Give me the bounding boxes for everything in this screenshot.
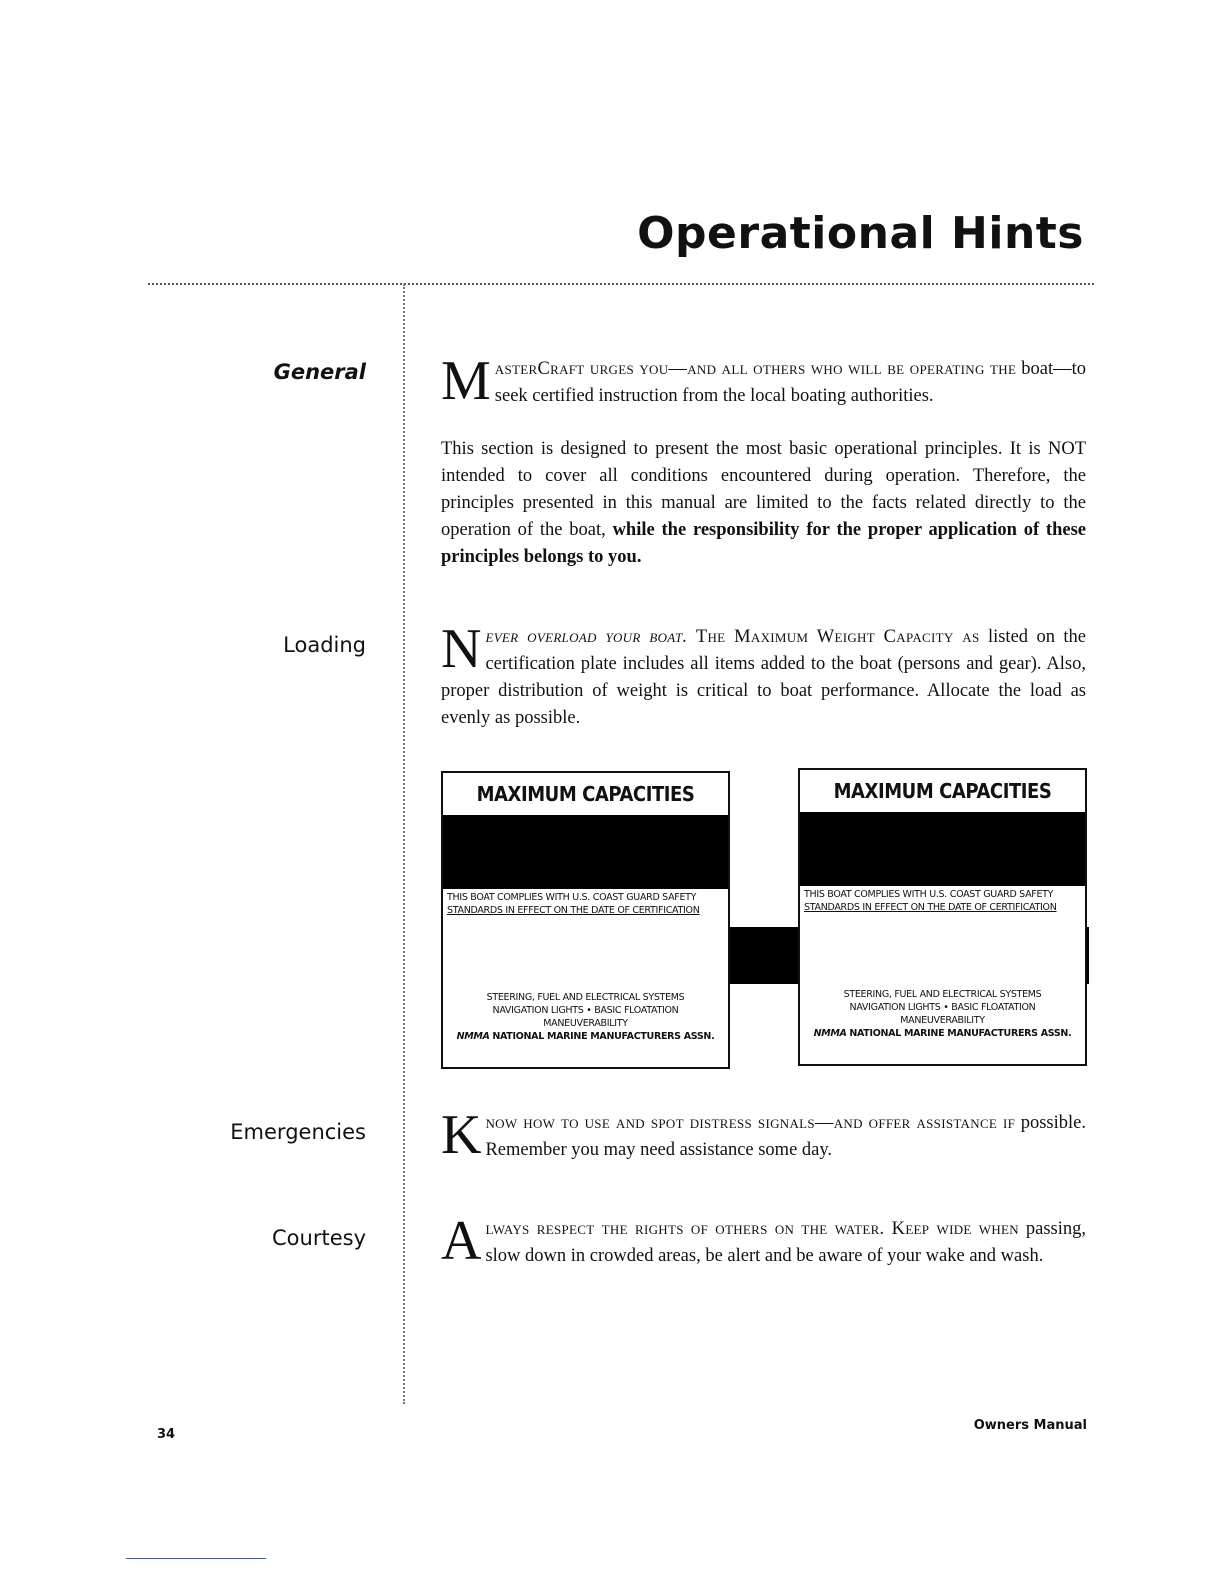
dropcap: M	[441, 350, 491, 412]
dropcap: A	[441, 1210, 482, 1272]
page-title: Operational Hints	[637, 208, 1084, 259]
plate-compliance-text: THIS BOAT COMPLIES WITH U.S. COAST GUARD SAFETY STANDARDS IN EFFECT ON THE DATE OF CERTIFICATION	[447, 892, 700, 916]
section-label-courtesy: Courtesy	[272, 1226, 366, 1250]
column-divider	[403, 284, 405, 1404]
section-label-general: General	[273, 360, 366, 384]
plate-standards-text: STEERING, FUEL AND ELECTRICAL SYSTEMS NAVIGATION LIGHTS • BASIC FLOATATION MANEUVERABILITY NMMA NATIONAL MARINE MANUFACTURERS ASSN.	[813, 989, 1072, 1039]
plate-title: MAXIMUM CAPACITIES	[476, 782, 695, 806]
general-intro-paragraph: MasterCraft urges you—and all others who will be operating the boat—to seek certified instruction from the local boating authorities.	[441, 350, 1087, 412]
page-number: 34	[157, 1427, 176, 1442]
general-principles-paragraph: This section is designed to present the most basic operational principles. It is NOT intended to cover all conditions encountered during operation. Therefore, the principles presented in this manual are limited to the facts related directly to the operation of the boat, while the responsibility for the proper application of these principles belongs to you.	[441, 439, 1086, 567]
bottom-rule	[126, 1558, 266, 1559]
emergencies-paragraph: Know how to use and spot distress signals—and offer assistance if possible. Remember you may need assistance some day.	[441, 1104, 1086, 1166]
nmma-logo: NMMA	[456, 1031, 490, 1042]
plate-black-panel	[800, 812, 1085, 886]
plate-black-panel	[443, 815, 728, 889]
dropcap: N	[441, 618, 482, 680]
capacity-plate-left	[441, 771, 730, 1069]
section-label-emergencies: Emergencies	[230, 1120, 366, 1144]
courtesy-paragraph: Always respect the rights of others on the water. Keep wide when passing, slow down in crowded areas, be alert and be aware of your wake and wash.	[441, 1210, 1086, 1272]
plate-standards-text: STEERING, FUEL AND ELECTRICAL SYSTEMS NAVIGATION LIGHTS • BASIC FLOATATION MANEUVERABILITY NMMA NATIONAL MARINE MANUFACTURERS ASSN.	[456, 992, 715, 1042]
plate-compliance-text: THIS BOAT COMPLIES WITH U.S. COAST GUARD SAFETY STANDARDS IN EFFECT ON THE DATE OF CERTIFICATION	[804, 889, 1057, 913]
loading-paragraph: Never overload your boat. The Maximum Weight Capacity as listed on the certification plate includes all items added to the boat (persons and gear). Also, proper distribution of weight is critical to boat performance. Allocate the load as evenly as possible.	[441, 618, 1087, 728]
footer-title: Owners Manual	[973, 1418, 1087, 1433]
plate-title: MAXIMUM CAPACITIES	[833, 779, 1052, 803]
capacity-plate-right	[798, 768, 1087, 1066]
header-divider	[148, 283, 1094, 285]
section-label-loading: Loading	[283, 633, 366, 657]
dropcap: K	[441, 1104, 482, 1166]
nmma-logo: NMMA	[813, 1028, 847, 1039]
